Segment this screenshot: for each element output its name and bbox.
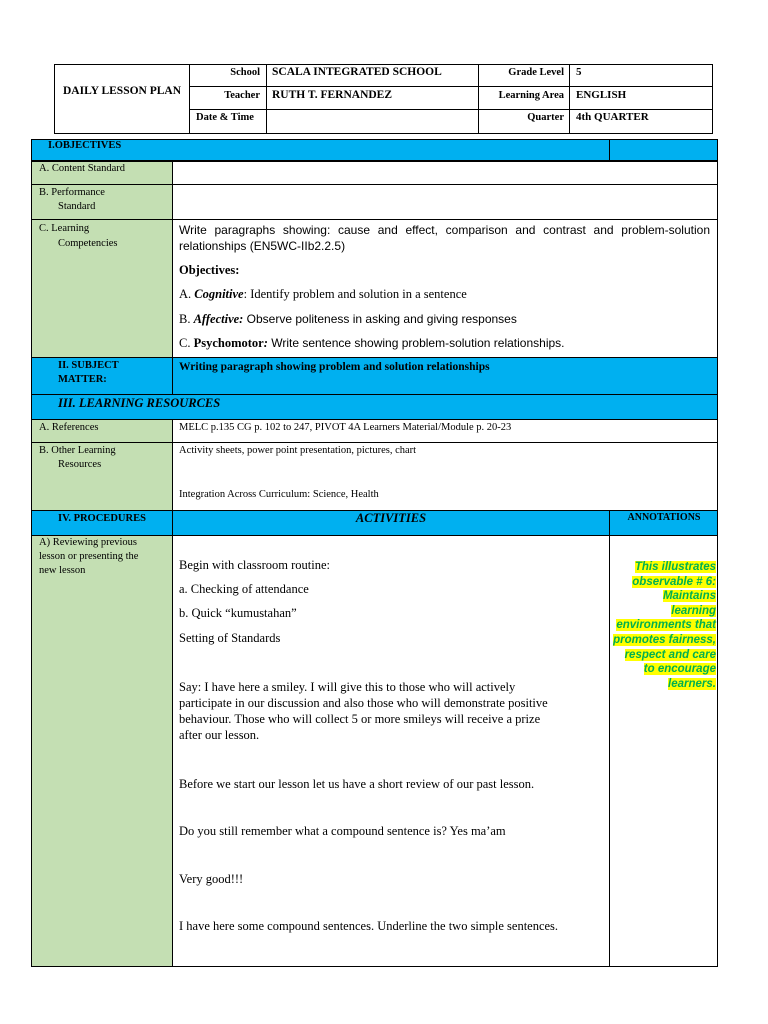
references-value: MELC p.135 CG p. 102 to 247, PIVOT 4A Learners Material/Module p. 20-23	[179, 422, 512, 433]
divider	[478, 64, 479, 134]
activity-routine: Begin with classroom routine:	[179, 558, 331, 572]
learning-competencies-label-2: Competencies	[58, 238, 118, 249]
activity-say-line: after our lesson.	[179, 728, 260, 742]
activity-very-good: Very good!!!	[179, 872, 244, 886]
annotation-line: to encourage	[643, 663, 716, 676]
teacher-value: RUTH T. FERNANDEZ	[272, 89, 393, 101]
divider	[172, 357, 173, 395]
step-a-label-2: lesson or presenting the	[39, 551, 139, 562]
annotation-line: learning	[671, 604, 716, 617]
grade-level-value: 5	[576, 66, 582, 78]
annotation-line: observable # 6:	[632, 575, 716, 588]
objectives-header-row	[31, 139, 718, 161]
activities-heading: ACTIVITIES	[355, 511, 427, 525]
subject-matter-label: II. SUBJECT	[58, 360, 119, 371]
performance-standard-label: B. Performance	[39, 187, 105, 198]
activity-standards: Setting of Standards	[179, 631, 281, 645]
annotations-heading: ANNOTATIONS	[627, 512, 701, 523]
integration-value: Integration Across Curriculum: Science, Health	[179, 489, 379, 500]
performance-standard-label-2: Standard	[58, 201, 96, 212]
activity-remember: Do you still remember what a compound sentence is? Yes ma’am	[179, 824, 506, 838]
subject-matter-label-2: MATTER:	[58, 374, 107, 385]
activity-say-line: Say: I have here a smiley. I will give this to those who will actively	[179, 680, 516, 694]
other-resources-label: B. Other Learning	[39, 445, 116, 456]
content-standard-label: A. Content Standard	[39, 163, 126, 174]
subject-matter-value: Writing paragraph showing problem and solution relationships	[179, 361, 490, 373]
procedures-heading: IV. PROCEDURES	[58, 513, 146, 524]
school-value: SCALA INTEGRATED SCHOOL	[272, 66, 442, 78]
objectives-heading: I.OBJECTIVES	[48, 140, 122, 151]
references-label: A. References	[39, 422, 99, 433]
objective-cognitive: A. Cognitive: Identify problem and solution in a sentence	[179, 287, 467, 301]
learning-area-value: ENGLISH	[576, 89, 627, 101]
divider	[569, 64, 570, 134]
annotation-line: environments that	[616, 619, 716, 632]
annotation-line: Maintains	[662, 590, 716, 603]
quarter-value: 4th QUARTER	[576, 111, 649, 123]
divider	[189, 86, 713, 87]
activity-attendance: a. Checking of attendance	[179, 582, 309, 596]
content-standard-value-cell	[172, 161, 718, 185]
activity-say-line: behaviour. Those who will collect 5 or more smileys will receive a prize	[179, 712, 541, 726]
school-label: School	[230, 67, 260, 78]
other-resources-value: Activity sheets, power point presentation, pictures, chart	[179, 445, 417, 456]
divider	[266, 64, 267, 134]
procedure-step-cell	[31, 535, 173, 967]
learning-competencies-label: C. Learning	[39, 223, 90, 234]
objectives-label: Objectives:	[179, 263, 240, 277]
page-title: DAILY LESSON PLAN	[63, 85, 182, 97]
competency-text: Write paragraphs showing: cause and effect, comparison and contrast and problem-solution relationships (EN5WC-IIb2.2.5)	[179, 223, 710, 253]
quarter-label: Quarter	[527, 112, 564, 123]
objective-affective: B. Affective: Observe politeness in asking and giving responses	[179, 312, 517, 326]
teacher-label: Teacher	[224, 90, 260, 101]
divider	[609, 139, 610, 161]
learning-area-label: Learning Area	[498, 90, 564, 101]
activity-say-line: participate in our discussion and also those who will demonstrate positive	[179, 696, 548, 710]
activity-underline: I have here some compound sentences. Underline the two simple sentences.	[179, 919, 559, 933]
date-time-label: Date & Time	[196, 112, 254, 123]
annotation-line: respect and care	[624, 648, 716, 661]
annotation-note	[606, 560, 716, 691]
activity-review: Before we start our lesson let us have a short review of our past lesson.	[179, 777, 535, 791]
step-a-label-3: new lesson	[39, 565, 86, 576]
grade-level-label: Grade Level	[508, 67, 564, 78]
activity-kumustahan: b. Quick “kumustahan”	[179, 606, 297, 620]
annotation-line: promotes fairness,	[613, 633, 716, 646]
activities-cell	[172, 535, 610, 967]
annotation-line: This illustrates	[634, 561, 716, 573]
annotation-line: learners.	[668, 677, 716, 690]
other-resources-label-2: Resources	[58, 459, 102, 470]
performance-standard-value-cell	[172, 184, 718, 220]
step-a-label: A) Reviewing previous	[39, 537, 137, 548]
objective-psychomotor: C. Psychomotor: Write sentence showing problem-solution relationships.	[179, 336, 565, 350]
learning-resources-heading: III. LEARNING RESOURCES	[58, 396, 221, 410]
